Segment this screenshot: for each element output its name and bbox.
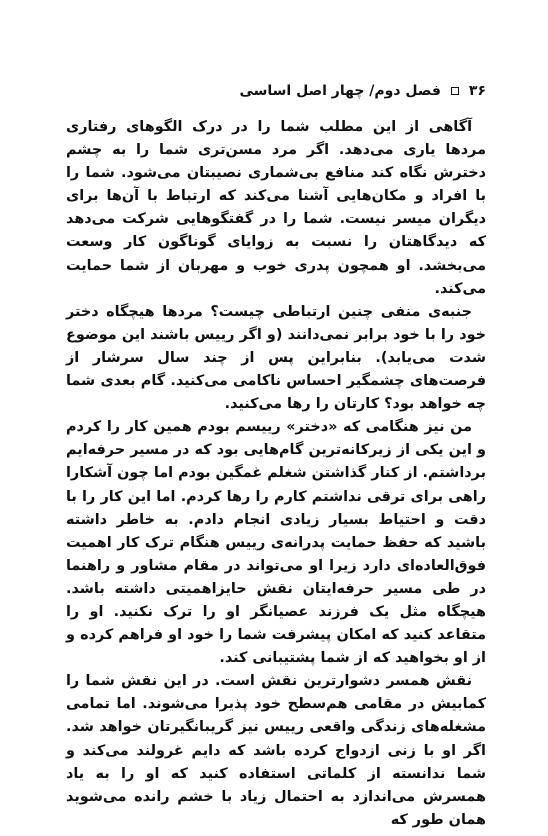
body-text <box>66 116 486 832</box>
page-header <box>66 80 486 102</box>
running-title: فصل دوم/ چهار اصل اساسی <box>239 83 441 99</box>
square-bullet-icon <box>451 87 459 95</box>
paragraph-2: جنبه‌ی منفی چنین ارتباطی چیست؟ مردها هیچگاه دختر خود را با خود برابر نمی‌دانند (و اگر رییس باشند این موضوع شدت می‌یابد). بنابراین پس از چند سال سرشار از فرصت‌های چشمگیر احساس ناکامی می‌کنید. گام بعدی شما چه خواهد بود؟ کارتان را رها می‌کنید. <box>66 303 486 413</box>
page-number: ۳۶ <box>468 83 486 99</box>
paragraph-4: نقش همسر دشوارترین نقش است. در این نقش شما را کمابیش در مقامی هم‌سطح خود پذیرا می‌شوند. اما تمامی مشغله‌های زندگی واقعی رییس نیز گریبانگیرتان خواهد شد. اگر او با زنی ازدواج کرده باشد که دایم غرولند می‌کند و شما ندانسته از کلماتی استفاده کنید که او را به یاد همسرش می‌اندازد به احتمال زیاد با خشم رانده می‌شوید همان طور که <box>66 673 486 828</box>
paragraph-1: آگاهی از این مطلب شما را در درک الگوهای رفتاری مردها یاری می‌دهد. اگر مرد مسن‌تری شما را به چشم دخترش نگاه کند منافع بی‌شماری نصیبتان می‌شود. شما را با افراد و مکان‌هایی آشنا می‌کند که ارتباط با آن‌ها برای دیگران میسر نیست. شما را در گفتگوهایی شرکت می‌دهد که دیدگاهتان را نسبت به زوایای گوناگون کار وسعت می‌بخشد. او همچون پدری خوب و مهربان از شما حمایت می‌کند. <box>66 119 486 297</box>
paragraph-3: من نیز هنگامی که «دختر» رییسم بودم همین کار را کردم و این یکی از زیرکانه‌ترین گام‌هایی بود که در مسیر حرفه‌ایم برداشتم. از کنار گذاشتن شغلم غمگین بودم اما چون آشکارا راهی برای ترقی نداشتم کارم را رها کردم. اما این کار را با دقت و احتیاط بسیار زیادی انجام دادم. به خاطر داشته باشید که حفظ حمایت پدرانه‌ی رییس هنگام ترک کار اهمیت فوق‌العاده‌ای دارد زیرا او می‌تواند در مقام مشاور و راهنما در طی مسیر حرفه‌ایتان نقش حایزاهمیتی داشته باشد. هیچگاه مثل یک فرزند عصیانگر او را ترک نکنید. او را متقاعد کنید که امکان پیشرفت شما را خود او فراهم کرده و از او بخواهید که از شما پشتیبانی کند. <box>66 419 486 667</box>
